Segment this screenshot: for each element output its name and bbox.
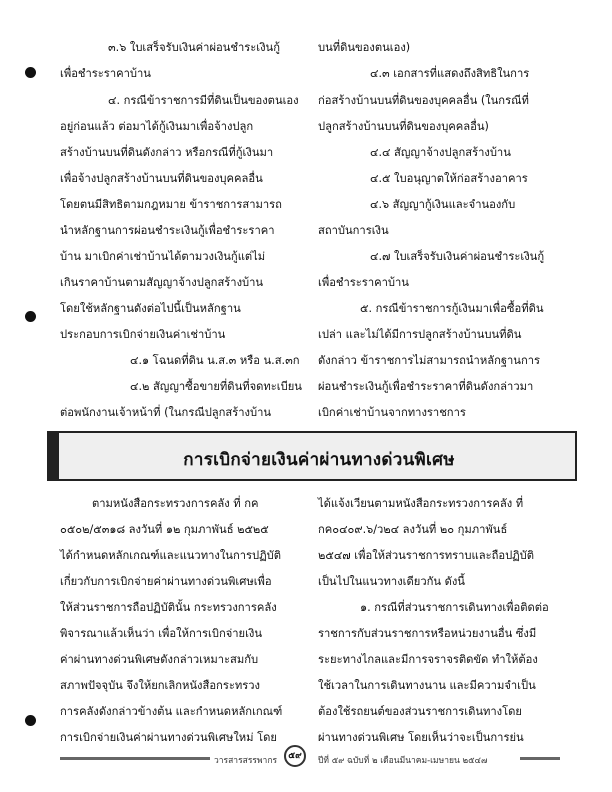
text-line: ๔.๔ สัญญาจ้างปลูกสร้างบ้าน bbox=[370, 146, 511, 159]
binder-hole-bottom bbox=[25, 715, 36, 726]
text-line: ให้ส่วนราชการถือปฏิบัตินั้น กระทรวงการคลัง bbox=[60, 601, 277, 614]
text-line: ดังกล่าว ข้าราชการไม่สามารถนำหลักฐานการ bbox=[318, 354, 541, 367]
text-line: บ้าน มาเบิกค่าเช่าบ้านได้ตามวงเงินกู้แต่ไม่ bbox=[60, 250, 266, 263]
text-line: โดยตนมีสิทธิตามกฎหมาย ข้าราชการสามารถ bbox=[60, 198, 282, 211]
binder-hole-middle bbox=[25, 311, 36, 322]
text-line: ก่อสร้างบ้านบนที่ดินของบุคคลอื่น (ในกรณีที่ bbox=[318, 94, 529, 107]
text-line: ได้แจ้งเวียนตามหนังสือกระทรวงการคลัง ที่ bbox=[318, 497, 524, 510]
section-title: การเบิกจ่ายเงินค่าผ่านทางด่วนพิเศษ bbox=[183, 450, 455, 470]
text-line: เกี่ยวกับการเบิกจ่ายค่าผ่านทางด่วนพิเศษเพื่อ bbox=[60, 575, 272, 588]
text-line: อยู่ก่อนแล้ว ต่อมาได้กู้เงินมาเพื่อจ้างปลูก bbox=[60, 120, 254, 133]
text-line: ๔.๓ เอกสารที่แสดงถึงสิทธิในการ bbox=[370, 67, 530, 80]
text-line: ผ่อนชำระเงินกู้เพื่อชำระราคาที่ดินดังกล่าวมา bbox=[318, 380, 534, 393]
text-line: นำหลักฐานการผ่อนชำระเงินกู้เพื่อชำระราคา bbox=[60, 224, 275, 237]
text-line: กค๐๔๐๙.๖/ว๒๔ ลงวันที่ ๒๐ กุมภาพันธ์ bbox=[318, 523, 508, 536]
text-line: เบิกค่าเช่าบ้านจากทางราชการ bbox=[318, 406, 466, 419]
text-line: ใช้เวลาในการเดินทางนาน และมีความจำเป็น bbox=[318, 679, 536, 692]
text-line: เพื่อชำระราคาบ้าน bbox=[60, 67, 151, 80]
footer-rule-right bbox=[520, 757, 560, 760]
text-line: พิจารณาแล้วเห็นว่า เพื่อให้การเบิกจ่ายเงิน bbox=[60, 627, 263, 640]
section-banner bbox=[47, 431, 577, 481]
footer-issue-info: ปีที่ ๕๙ ฉบับที่ ๒ เดือนมีนาคม-เมษายน ๒๕๔๗ bbox=[318, 756, 488, 766]
text-line: เปล่า และไม่ได้มีการปลูกสร้างบ้านบนที่ดิน bbox=[318, 328, 522, 341]
text-line: เป็นไปในแนวทางเดียวกัน ดังนี้ bbox=[318, 575, 465, 588]
banner-accent-bar bbox=[49, 433, 59, 479]
text-line: ผ่านทางด่วนพิเศษ โดยเห็นว่าจะเป็นการย่น bbox=[318, 731, 524, 744]
text-line: การคลังดังกล่าวข้างต้น และกำหนดหลักเกณฑ์ bbox=[60, 705, 283, 718]
text-line: ๔.๑ โฉนดที่ดิน น.ส.๓ หรือ น.ส.๓ก bbox=[130, 354, 300, 367]
text-line: ๔.๒ สัญญาซื้อขายที่ดินที่จดทะเบียน bbox=[130, 380, 302, 393]
text-line: ๔.๗ ใบเสร็จรับเงินค่าผ่อนชำระเงินกู้ bbox=[370, 250, 545, 263]
text-line: เพื่อชำระราคาบ้าน bbox=[318, 276, 409, 289]
text-line: ตามหนังสือกระทรวงการคลัง ที่ กค bbox=[92, 497, 259, 510]
text-line: ต้องใช้รถยนต์ของส่วนราชการเดินทางโดย bbox=[318, 705, 522, 718]
text-line: ๐๕๐๒/๕๓๑๘ ลงวันที่ ๑๒ กุมภาพันธ์ ๒๕๒๕ bbox=[60, 523, 269, 536]
text-line: ๓.๖ ใบเสร็จรับเงินค่าผ่อนชำระเงินกู้ bbox=[108, 41, 280, 54]
text-line: ราชการกับส่วนราชการหรือหน่วยงานอื่น ซึ่งมี bbox=[318, 627, 537, 640]
footer-journal-name: วารสารสรรพากร bbox=[214, 756, 278, 766]
text-line: ๔.๕ ใบอนุญาตให้ก่อสร้างอาคาร bbox=[370, 172, 528, 185]
text-line: ปลูกสร้างบ้านบนที่ดินของบุคคลอื่น) bbox=[318, 120, 489, 133]
text-line: ได้กำหนดหลักเกณฑ์และแนวทางในการปฏิบัติ bbox=[60, 549, 281, 562]
text-line: การเบิกจ่ายเงินค่าผ่านทางด่วนพิเศษใหม่ โดย bbox=[60, 731, 277, 744]
text-line: ๑. กรณีที่ส่วนราชการเดินทางเพื่อติดต่อ bbox=[360, 601, 549, 614]
text-line: บนที่ดินของตนเอง) bbox=[318, 41, 411, 54]
text-line: ระยะทางไกลและมีการจราจรติดขัด ทำให้ต้อง bbox=[318, 653, 538, 666]
text-line: ๔. กรณีข้าราชการมีที่ดินเป็นของตนเอง bbox=[108, 94, 299, 107]
binder-hole-top bbox=[25, 67, 36, 78]
text-line: ๒๕๔๗ เพื่อให้ส่วนราชการทราบและถือปฏิบัติ bbox=[318, 549, 535, 562]
text-line: สถาบันการเงิน bbox=[318, 224, 389, 237]
text-line: ๕. กรณีข้าราชการกู้เงินมาเพื่อซื้อที่ดิน bbox=[360, 302, 544, 315]
text-line: เกินราคาบ้านตามสัญญาจ้างปลูกสร้างบ้าน bbox=[60, 276, 264, 289]
footer-rule-left bbox=[60, 757, 210, 760]
text-line: ต่อพนักงานเจ้าหน้าที่ (ในกรณีปลูกสร้างบ้าน bbox=[60, 406, 272, 419]
footer-page-number: ๕๙ bbox=[284, 745, 306, 767]
text-line: สร้างบ้านบนที่ดินดังกล่าว หรือกรณีที่กู้เงินมา bbox=[60, 146, 274, 159]
text-line: ประกอบการเบิกจ่ายเงินค่าเช่าบ้าน bbox=[60, 328, 226, 341]
text-line: ๔.๖ สัญญากู้เงินและจำนองกับ bbox=[370, 198, 516, 211]
text-line: เพื่อจ้างปลูกสร้างบ้านบนที่ดินของบุคคลอื่น bbox=[60, 172, 263, 185]
text-line: ค่าผ่านทางด่วนพิเศษดังกล่าวเหมาะสมกับ bbox=[60, 653, 259, 666]
text-line: สภาพปัจจุบัน จึงให้ยกเลิกหนังสือกระทรวง bbox=[60, 679, 260, 692]
text-line: โดยใช้หลักฐานดังต่อไปนี้เป็นหลักฐาน bbox=[60, 302, 241, 315]
